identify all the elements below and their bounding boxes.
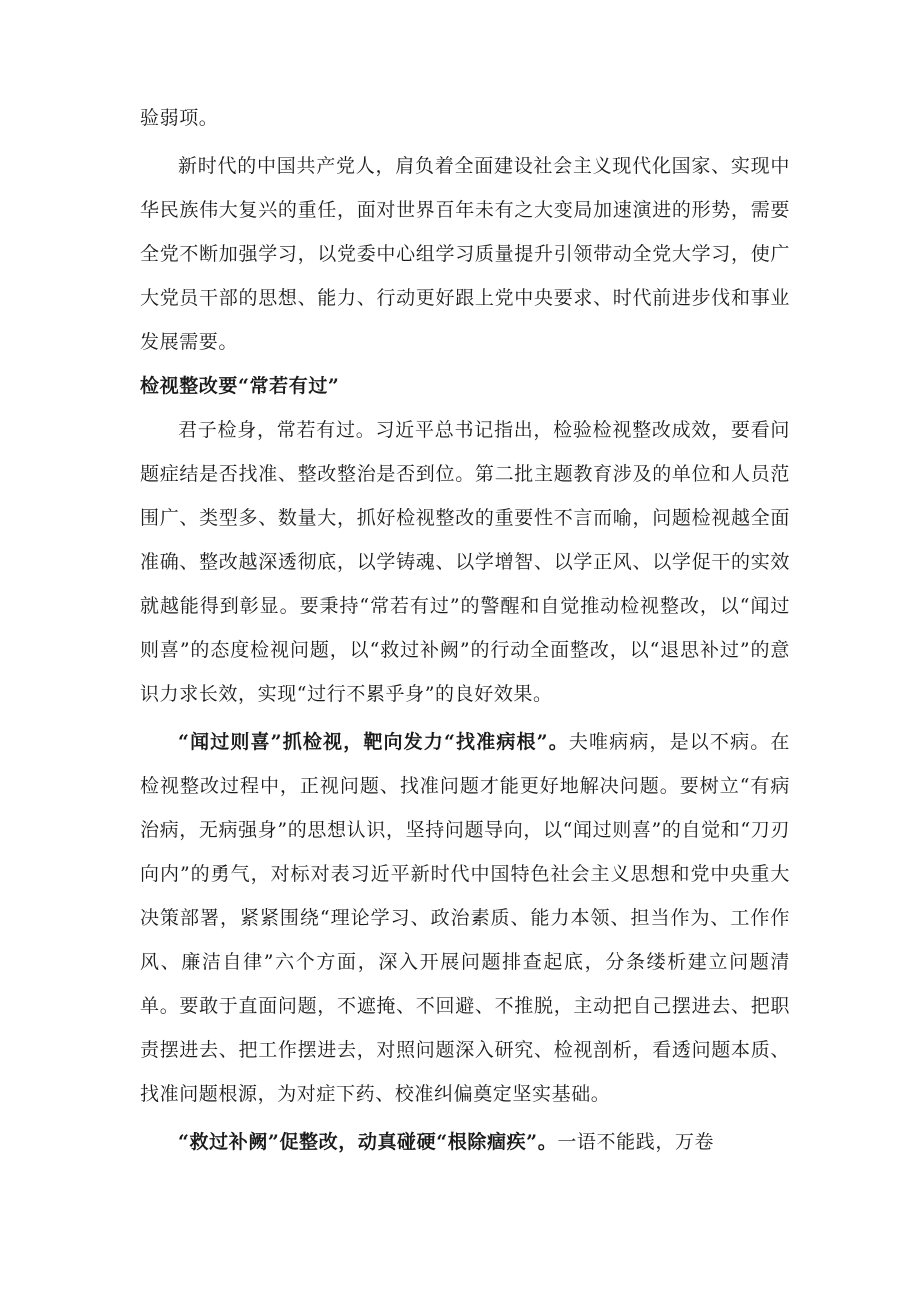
- paragraph-self-examination: 君子检身，常若有过。习近平总书记指出，检验检视整改成效，要看问题症结是否找准、整改整治是否到位。第二批主题教育涉及的单位和人员范围广、类型多、数量大，抓好检视整改的重要性不言而喻，问题检视越全面准确、整改越深透彻底，以学铸魂、以学增智、以学正风、以学促干的实效就越能得到彰显。要秉持“常若有过”的警醒和自觉推动检视整改，以“闻过则喜”的态度检视问题，以“救过补阙”的行动全面整改，以“退思补过”的意识力求长效，实现“过行不累乎身”的良好效果。: [140, 419, 790, 705]
- paragraph-find-root-cause: [140, 720, 790, 1116]
- paragraph-lead-text: “闻过则喜”抓检视，靶向发力“找准病根”。: [178, 731, 569, 753]
- document-body: [140, 96, 790, 1164]
- paragraph-rectification: [140, 1120, 790, 1164]
- section-heading: 检视整改要“常若有过”: [140, 375, 340, 397]
- paragraph-continuation: 验弱项。: [140, 107, 219, 129]
- paragraph-body-text: 夫唯病病，是以不病。在检视整改过程中，正视问题、找准问题才能更好地解决问题。要树立“有病治病，无病强身”的思想认识，坚持问题导向，以“闻过则喜”的自觉和“刀刃向内”的勇气，对标对表习近平新时代中国特色社会主义思想和党中央重大决策部署，紧紧围绕“理论学习、政治素质、能力本领、担当作为、工作作风、廉洁自律”六个方面，深入开展问题排查起底，分条缕析建立问题清单。要敢于直面问题，不遮掩、不回避、不推脱，主动把自己摆进去、把职责摆进去、把工作摆进去，对照问题深入研究、检视剖析，看透问题本质、找准问题根源，为对症下药、校准纠偏奠定坚实基础。: [140, 731, 790, 1105]
- paragraph-new-era: 新时代的中国共产党人，肩负着全面建设社会主义现代化国家、实现中华民族伟大复兴的重任，面对世界百年未有之大变局加速演进的形势，需要全党不断加强学习，以党委中心组学习质量提升引领带动全党大学习，使广大党员干部的思想、能力、行动更好跟上党中央要求、时代前进步伐和事业发展需要。: [140, 155, 790, 353]
- paragraph-body-text: 一语不能践，万卷: [557, 1131, 715, 1153]
- paragraph-lead-text: “救过补阙”促整改，动真碰硬“根除痼疾”。: [178, 1131, 558, 1153]
